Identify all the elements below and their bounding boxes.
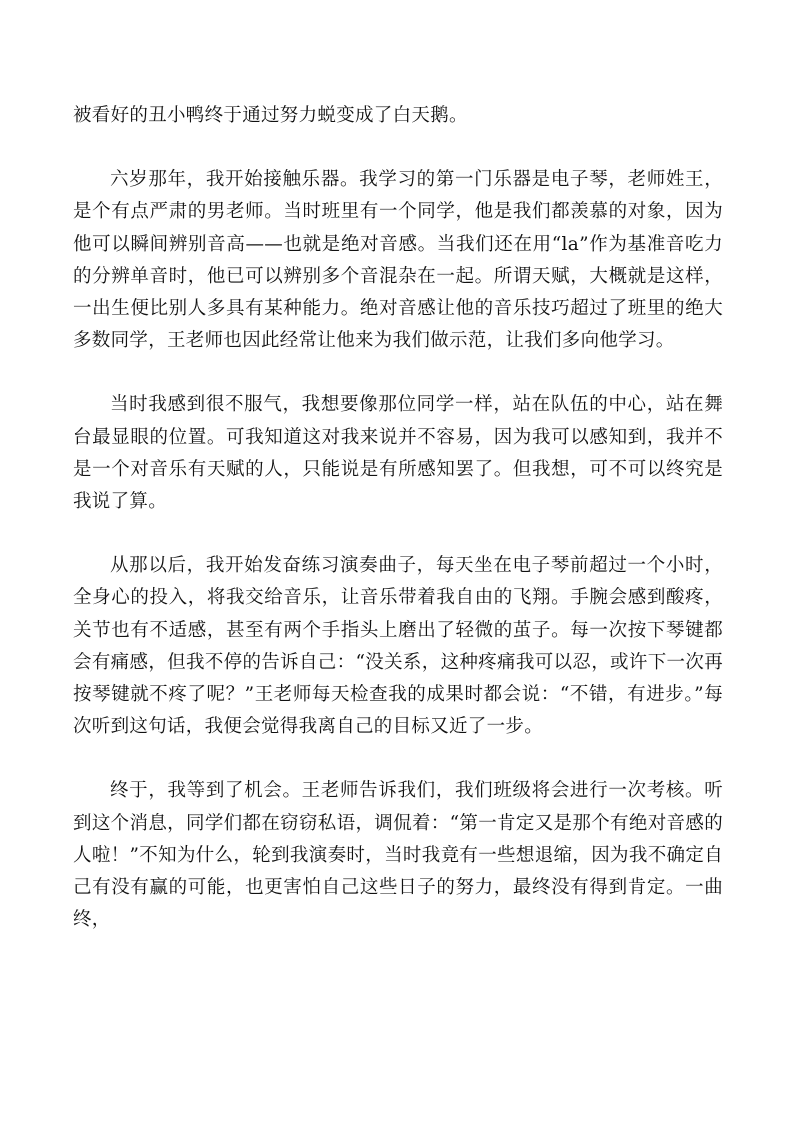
paragraph-5: 终于，我等到了机会。王老师告诉我们，我们班级将会进行一次考核。听到这个消息，同学们都在窃窃私语，调侃着：“第一肯定又是那个有绝对音感的人啦！”不知为什么，轮到我演奏时，当时我竟有一些想退缩，因为我不确定自己有没有赢的可能，也更害怕自己这些日子的努力，最终没有得到肯定。一曲终， bbox=[73, 780, 723, 931]
paragraph-2: 六岁那年，我开始接触乐器。我学习的第一门乐器是电子琴，老师姓王，是个有点严肃的男老师。当时班里有一个同学，他是我们都羡慕的对象，因为他可以瞬间辨别音高——也就是绝对音感。当我们还在用“la”作为基准音吃力的分辨单音时，他已可以辨别多个音混杂在一起。所谓天赋，大概就是这样，一出生便比别人多具有某种能力。绝对音感让他的音乐技巧超过了班里的绝大多数同学，王老师也因此经常让他来为我们做示范，让我们多向他学习。 bbox=[73, 169, 723, 352]
paragraph-3: 当时我感到很不服气，我想要像那位同学一样，站在队伍的中心，站在舞台最显眼的位置。可我知道这对我来说并不容易，因为我可以感知到，我并不是一个对音乐有天赋的人，只能说是有所感知罢了。但我想，可不可以终究是我说了算。 bbox=[73, 394, 723, 513]
paragraph-4: 从那以后，我开始发奋练习演奏曲子，每天坐在电子琴前超过一个小时，全身心的投入，将我交给音乐，让音乐带着我自由的飞翔。手腕会感到酸疼，关节也有不适感，甚至有两个手指头上磨出了轻微的茧子。每一次按下琴键都会有痛感，但我不停的告诉自己：“没关系，这种疼痛我可以忍，或许下一次再按琴键就不疼了呢？”王老师每天检查我的成果时都会说：“不错，有进步。”每次听到这句话，我便会觉得我离自己的目标又近了一步。 bbox=[73, 555, 723, 738]
document-body bbox=[73, 100, 723, 968]
paragraph-1: 被看好的丑小鸭终于通过努力蜕变成了白天鹅。 bbox=[73, 105, 468, 126]
